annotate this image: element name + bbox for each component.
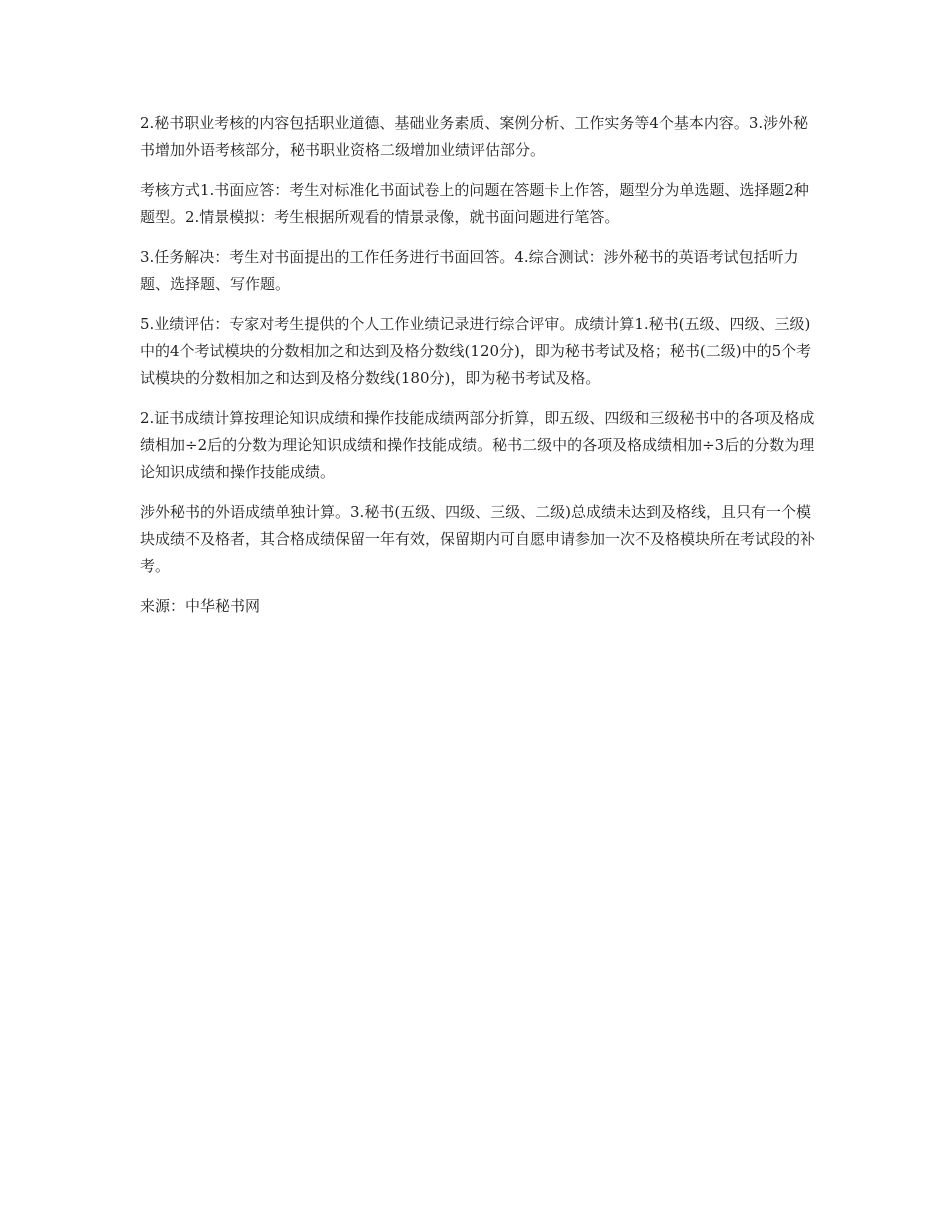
paragraph-foreign-language-scoring: 涉外秘书的外语成绩单独计算。3.秘书(五级、四级、三级、二级)总成绩未达到及格线，且只有一个模块成绩不及格者，其合格成绩保留一年有效，保留期内可自愿申请参加一次不及格模块所在考试段的补考。 [140,503,816,575]
paragraph-assessment-content: 2.秘书职业考核的内容包括职业道德、基础业务素质、案例分析、工作实务等4个基本内容。3.涉外秘书增加外语考核部分，秘书职业资格二级增加业绩评估部分。 [140,114,809,159]
paragraph-task-solving: 3.任务解决：考生对书面提出的工作任务进行书面回答。4.综合测试：涉外秘书的英语考试包括听力题、选择题、写作题。 [140,248,799,293]
paragraph-performance-evaluation: 5.业绩评估：专家对考生提供的个人工作业绩记录进行综合评审。成绩计算1.秘书(五级、四级、三级)中的4个考试模块的分数相加之和达到及格分数线(120分)，即为秘书考试及格；秘书(二级)中的5个考试模块的分数相加之和达到及格分数线(180分)，即为秘书考试及格。 [140,315,812,387]
source-line: 来源：中华秘书网 [140,597,261,615]
document-body [140,110,815,620]
paragraph-assessment-methods: 考核方式1.书面应答：考生对标准化书面试卷上的问题在答题卡上作答，题型分为单选题、选择题2种题型。2.情景模拟：考生根据所观看的情景录像，就书面问题进行笔答。 [140,181,809,226]
paragraph-certificate-scoring: 2.证书成绩计算按理论知识成绩和操作技能成绩两部分折算，即五级、四级和三级秘书中的各项及格成绩相加÷2后的分数为理论知识成绩和操作技能成绩。秘书二级中的各项及格成绩相加÷3后的分数为理论知识成绩和操作技能成绩。 [140,409,815,481]
